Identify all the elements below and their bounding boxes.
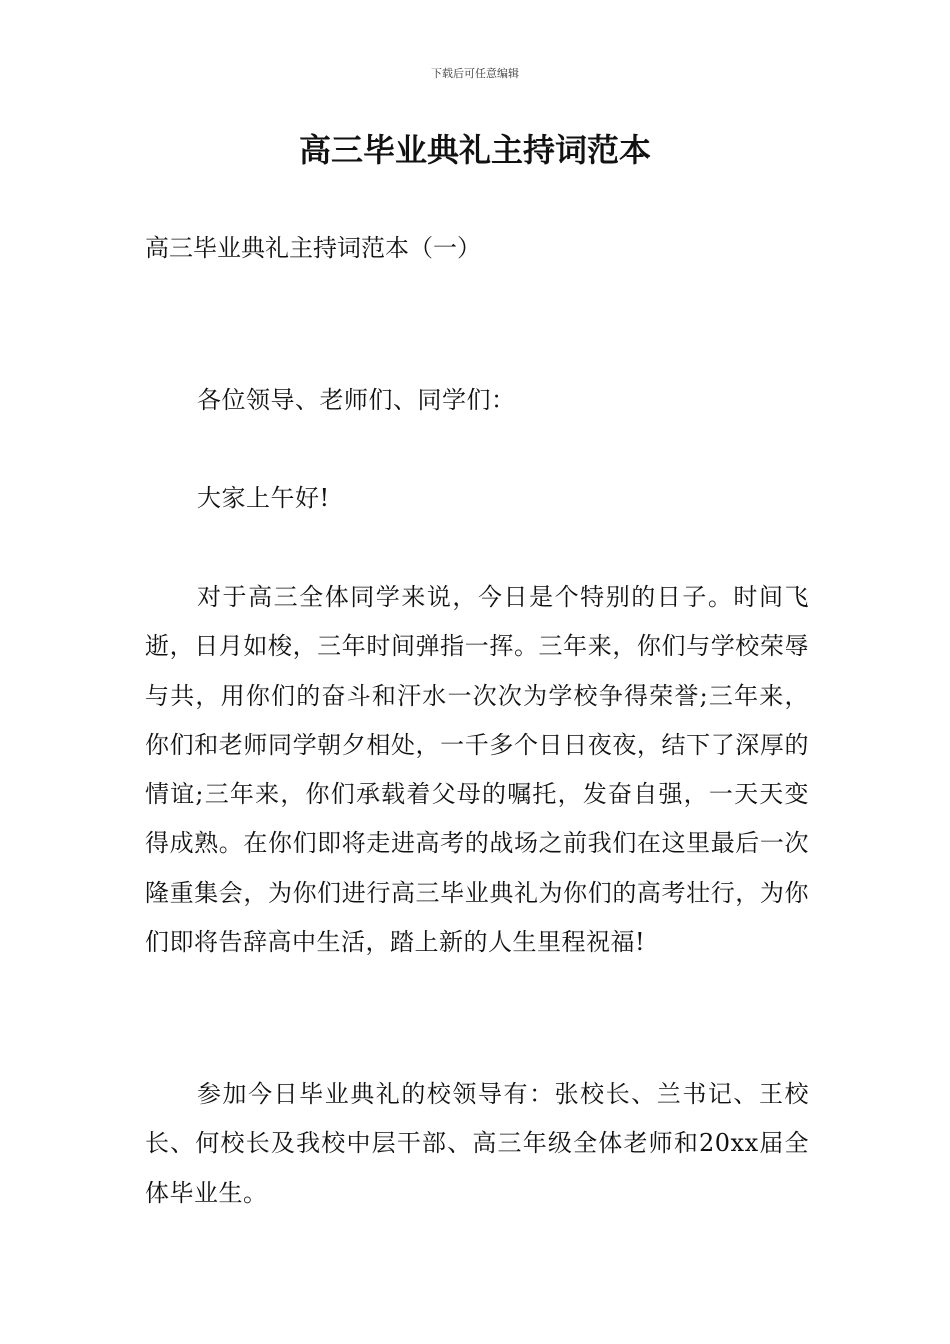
paragraph-hello: 大家上午好!: [197, 484, 330, 512]
document-subtitle: 高三毕业典礼主持词范本（一）: [145, 234, 481, 262]
page-header-note: 下载后可任意编辑: [431, 67, 519, 80]
paragraph-greeting: 各位领导、老师们、同学们：: [197, 386, 516, 414]
paragraph-introduction: 对于高三全体同学来说，今日是个特别的日子。时间飞逝，日月如梭，三年时间弹指一挥。三年来，你们与学校荣辱与共，用你们的奋斗和汗水一次次为学校争得荣誉;三年来，你们和老师同学朝夕相处，一千多个日日夜夜，结下了深厚的情谊;三年来，你们承载着父母的嘱托，发奋自强，一天天变得成熟。在你们即将走进高考的战场之前我们在这里最后一次隆重集会，为你们进行高三毕业典礼为你们的高考壮行，为你们即将告辞高中生活，踏上新的人生里程祝福!: [145, 583, 809, 957]
paragraph-attending-leaders: 参加今日毕业典礼的校领导有：张校长、兰书记、王校长、何校长及我校中层干部、高三年级全体老师和20xx届全体毕业生。: [145, 1080, 809, 1207]
document-title: 高三毕业典礼主持词范本: [298, 131, 651, 169]
